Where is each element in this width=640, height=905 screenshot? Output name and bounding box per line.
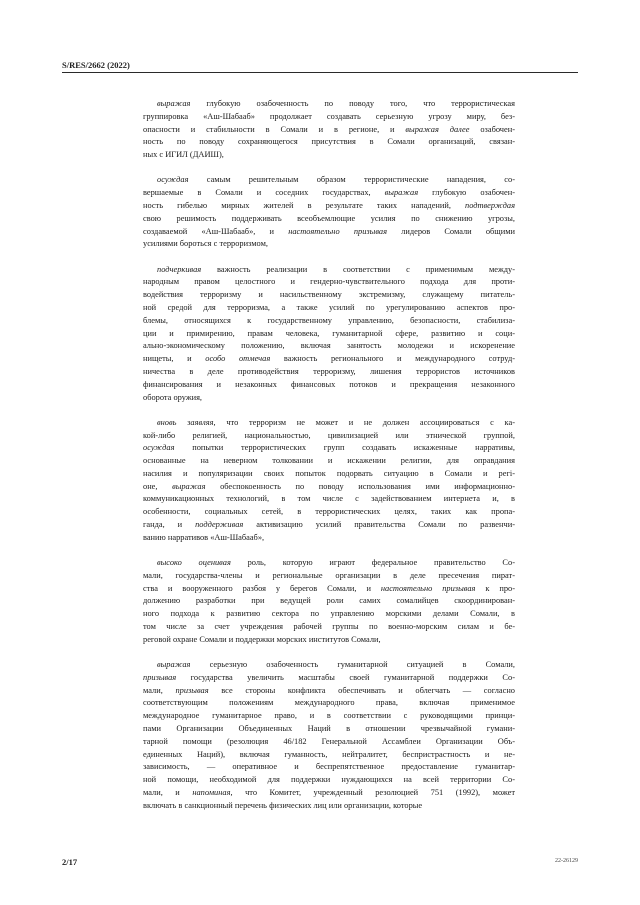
paragraph: [143, 557, 515, 647]
emphasis-text: осуждая: [143, 443, 175, 453]
text-run: мали, и: [143, 788, 193, 797]
text-run: важность регионального и международного сотруд-: [270, 354, 515, 364]
text-run: государства увеличить масштабы своей гуманитарной поддержки Со-: [176, 672, 515, 682]
text-line: [143, 493, 515, 506]
text-line: [143, 800, 515, 813]
text-run: финансирования и незаконных финансовых потоков и прекращения незаконного: [143, 379, 515, 389]
paragraph: [143, 659, 515, 813]
text-run: , что Комитет, учрежденный резолюцией 751 (1992), может: [230, 788, 516, 797]
emphasis-text: призывая: [175, 685, 209, 695]
emphasis-text: настоятельно призывая: [380, 583, 476, 593]
text-line: [143, 289, 515, 302]
text-run: мали,: [143, 685, 176, 695]
text-run: оне,: [143, 481, 173, 491]
text-run: создаваемой «Аш-Шабааб», и: [143, 226, 289, 236]
text-run: озабочен-: [469, 124, 515, 134]
text-line: [143, 174, 515, 187]
text-run: вершаемые в Сомали и соседних государствах,: [143, 188, 385, 198]
text-line: [143, 761, 515, 774]
text-run: ной средой для терроризма, а также усилий по урегулированию аспектов про-: [143, 302, 515, 312]
text-line: [143, 238, 515, 251]
text-run: зависимость, — оперативное и беспрепятственное предоставление гуманитар-: [143, 762, 515, 772]
text-run: ции и примирению, правам человека, гуманитарной сфере, развитию и соци-: [143, 328, 515, 338]
document-symbol: S/RES/2662 (2022): [62, 60, 130, 70]
text-run: основанные на неверном толковании и искажении религии, для оправдания: [143, 456, 515, 466]
text-line: [143, 442, 515, 455]
text-line: [143, 710, 515, 723]
text-line: [143, 200, 515, 213]
emphasis-text: поддерживая: [195, 520, 244, 530]
text-run: активизацию усилий правительства Сомали по развенчи-: [243, 520, 515, 530]
text-line: [143, 519, 515, 532]
paragraph: [143, 264, 515, 405]
text-line: [143, 379, 515, 392]
text-run: пами Организации Объединенных Наций в отношении чрезвычайной гумани-: [143, 724, 515, 734]
text-run: соответствующим положениям международного права, включая применимое: [143, 698, 515, 708]
paragraph: [143, 417, 515, 545]
emphasis-text: призывая: [143, 672, 177, 682]
emphasis-text: вновь заявляя: [157, 417, 214, 427]
text-run: ства и вооруженного разбоя у берегов Сомали, и: [143, 583, 381, 593]
text-run: кой-либо религией, национальностью, цивилизацией или этнической группой,: [143, 430, 515, 440]
text-line: [143, 634, 515, 647]
text-line: [143, 430, 515, 443]
text-run: , что терроризм не может и не должен ассоциироваться с ка-: [213, 417, 515, 427]
text-run: ность по поводу сохраняющегося присутствия в Сомали организаций, связан-: [143, 137, 515, 147]
text-run: группировка «Аш-Шабааб» продолжает создавать серьезную угрозу миру, без-: [143, 111, 515, 121]
text-line: [143, 417, 515, 430]
text-run: лидеров Сомали общими: [387, 226, 515, 236]
document-body: [143, 98, 515, 825]
text-line: [143, 302, 515, 315]
text-line: [143, 276, 515, 289]
text-run: серьезную озабоченность гуманитарной ситуацией в Сомали,: [190, 660, 515, 670]
text-line: [143, 570, 515, 583]
emphasis-text: высоко оценивая: [157, 558, 231, 568]
text-run: особенности, социальных сетей, в террористических целях, таких как пропа-: [143, 507, 515, 517]
header-rule: [62, 72, 578, 73]
text-run: оборота оружия,: [143, 392, 203, 402]
text-run: международное гуманитарное право, и в соответствии с руководящими принци-: [143, 711, 515, 721]
text-run: обеспокоенность по поводу использования ими информационно-: [205, 481, 515, 491]
text-run: народным правом целостного и гендерно-чувствительного подхода для проти-: [143, 277, 515, 287]
text-line: [143, 328, 515, 341]
text-line: [143, 557, 515, 570]
text-run: ной помощи, необходимой для поддержки нуждающихся на всей территории Со-: [143, 775, 515, 785]
document-id: 22-26129: [555, 858, 578, 864]
text-run: тарной помощи (резолюция 46/182 Генеральной Ассамблеи Организации Объ-: [143, 736, 515, 746]
text-line: [143, 213, 515, 226]
emphasis-text: подтверждая: [465, 200, 515, 210]
text-line: [143, 749, 515, 762]
text-run: ных с ИГИЛ (ДАИШ),: [143, 150, 224, 160]
text-line: [143, 455, 515, 468]
text-line: [143, 136, 515, 149]
text-line: [143, 659, 515, 672]
emphasis-text: напоминая: [192, 788, 231, 797]
paragraph: [143, 174, 515, 251]
text-run: мали, государства-члены и региональные организации в деле пресечения пират-: [143, 570, 515, 580]
text-line: [143, 149, 515, 162]
text-run: ванию нарративов «Аш-Шабааб»,: [143, 532, 265, 542]
text-line: [143, 595, 515, 608]
text-run: к про-: [475, 583, 515, 593]
emphasis-text: выражая: [384, 188, 419, 198]
emphasis-text: выражая: [157, 99, 191, 108]
text-line: [143, 353, 515, 366]
text-line: [143, 621, 515, 634]
text-run: самым решительным образом террористические нападения, со-: [188, 175, 515, 185]
text-line: [143, 366, 515, 379]
text-line: [143, 787, 515, 800]
text-line: [143, 226, 515, 239]
emphasis-text: настоятельно призывая: [288, 226, 387, 236]
text-line: [143, 315, 515, 328]
text-run: коммуникационных технологий, в том числе с задействованием интернета и, в: [143, 494, 515, 504]
text-line: [143, 340, 515, 353]
text-line: [143, 124, 515, 137]
text-run: блемы, относящихся к государственному управлению, безопасности, стабилиза-: [143, 315, 515, 325]
text-run: нищеты, и: [143, 354, 206, 364]
text-line: [143, 264, 515, 277]
emphasis-text: выражая: [157, 660, 191, 670]
text-run: единенных Наций), включая гуманность, нейтралитет, беспристрастность и не-: [143, 749, 515, 759]
text-line: [143, 187, 515, 200]
text-run: попытки террористических групп создавать искаженные нарративы,: [174, 443, 515, 453]
text-line: [143, 98, 515, 111]
text-run: свою решимость поддерживать всеобъемлющие усилия по снижению угрозы,: [143, 213, 515, 223]
text-run: глубокую озабочен-: [418, 188, 515, 198]
text-run: ность гибелью мирных жителей в результате таких нападений,: [143, 200, 465, 210]
text-line: [143, 736, 515, 749]
text-run: том числе за счет учреждения рабочей группы по военно-морским силам и бе-: [143, 622, 515, 632]
emphasis-text: осуждая: [157, 175, 189, 185]
text-run: глубокую озабоченность по поводу того, что террористическая: [190, 99, 515, 108]
text-line: [143, 723, 515, 736]
text-line: [143, 672, 515, 685]
text-run: реговой охране Сомали и поддержки морских институтов Сомали,: [143, 634, 381, 644]
text-run: должению разработки при ведущей роли самих сомалийцев скоординирован-: [143, 596, 515, 606]
text-line: [143, 481, 515, 494]
text-run: важность реализации в соответствии с применимым между-: [201, 264, 515, 274]
emphasis-text: особо отмечая: [205, 354, 271, 364]
text-line: [143, 608, 515, 621]
text-run: опасности и стабильности в Сомали и в регионе, и: [143, 124, 406, 134]
text-run: ганда, и: [143, 520, 196, 530]
text-run: все стороны конфликта обеспечивать и облегчать — согласно: [208, 685, 515, 695]
text-line: [143, 685, 515, 698]
emphasis-text: выражая: [172, 481, 206, 491]
text-line: [143, 392, 515, 405]
text-run: ально-экономическому положению, включая занятость молодежи и искоренение: [143, 341, 515, 351]
text-line: [143, 111, 515, 124]
paragraph: [143, 98, 515, 162]
text-line: [143, 468, 515, 481]
emphasis-text: выражая далее: [405, 124, 470, 134]
text-run: ного подхода к развитию сектора по управлению морскими делами Сомали, в: [143, 609, 515, 619]
text-run: роль, которую играют федеральное правительство Со-: [230, 558, 515, 568]
page-number: 2/17: [62, 857, 78, 867]
text-run: насилия и популяризации своих попыток подорвать ситуацию в Сомали и регi-: [143, 468, 515, 478]
text-run: включать в санкционный перечень физических лиц или организации, которые: [143, 800, 423, 810]
text-run: усилиями бороться с терроризмом,: [143, 239, 268, 249]
text-line: [143, 697, 515, 710]
text-line: [143, 532, 515, 545]
text-line: [143, 774, 515, 787]
emphasis-text: подчеркивая: [157, 264, 202, 274]
text-line: [143, 583, 515, 596]
text-line: [143, 506, 515, 519]
text-run: ничества в деле противодействия терроризму, лишения террористов источников: [143, 366, 515, 376]
text-run: водействия терроризму и насильственному экстремизму, служащему питатель-: [143, 290, 515, 300]
